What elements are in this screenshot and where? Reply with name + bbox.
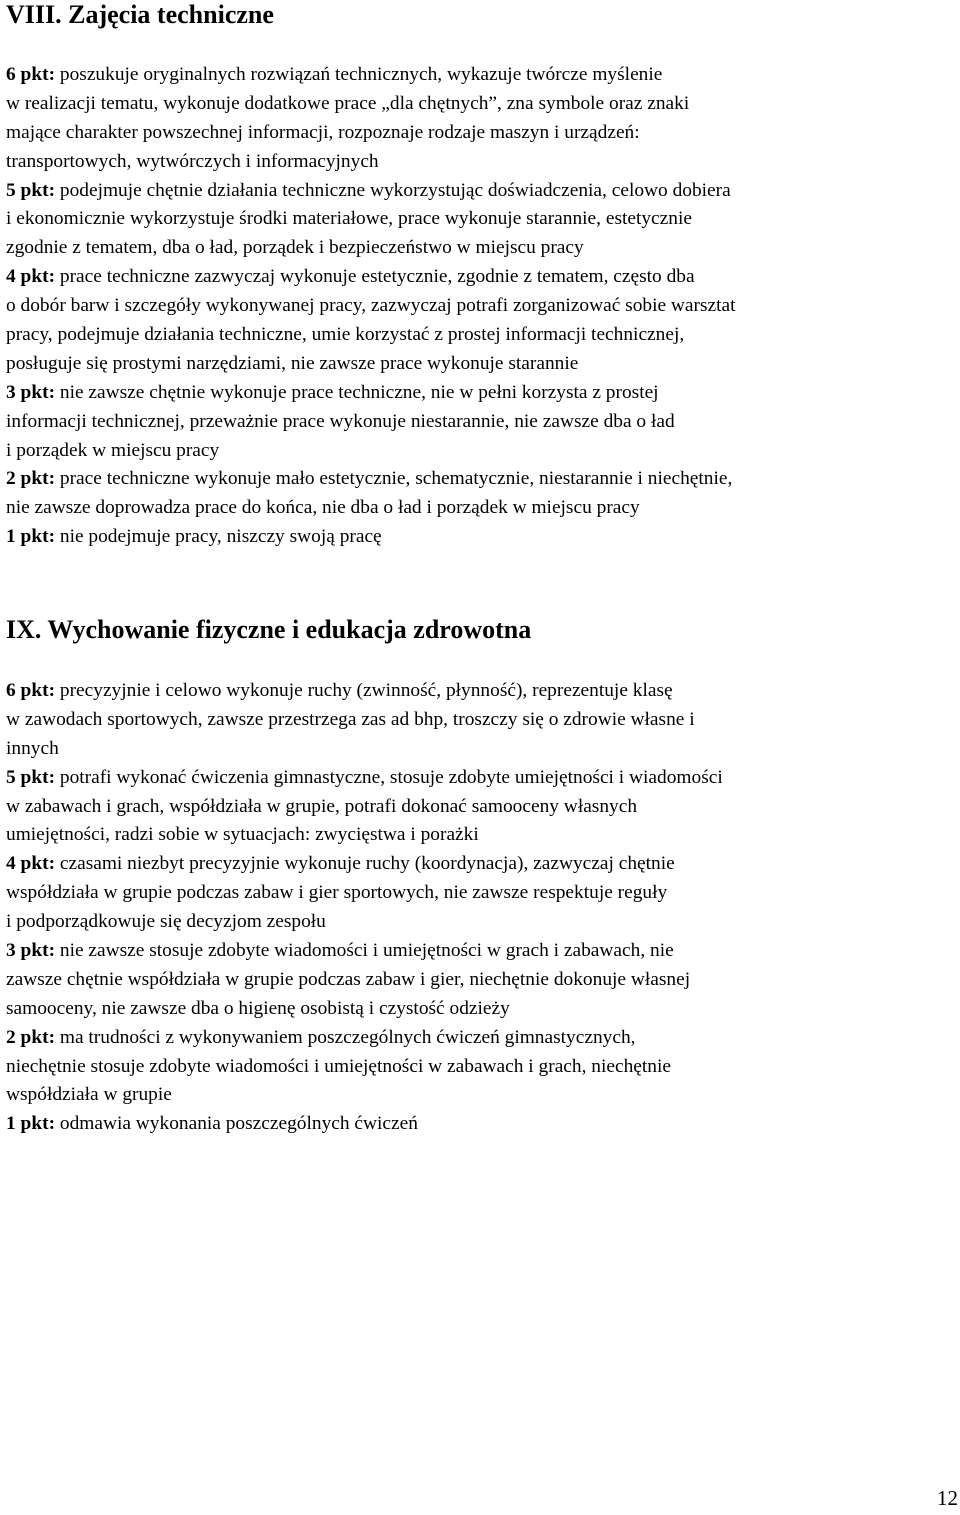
criterion-continuation-line (6, 1053, 723, 1082)
grade-points-label: 6 pkt: (6, 64, 56, 85)
criterion-continuation-line (6, 908, 723, 937)
criterion-text: współdziała w grupie podczas zabaw i gier sportowych, nie zawsze respektuje reguły (6, 882, 668, 904)
criterion-continuation-line (6, 234, 736, 263)
criterion-text: zgodnie z tematem, dba o ład, porządek i bezpieczeństwo w miejscu pracy (6, 237, 584, 259)
criterion-text: w realizacji tematu, wykonuje dodatkowe prace „dla chętnych”, zna symbole oraz znaki (6, 92, 690, 114)
criterion-text: w zabawach i grach, współdziała w grupie, potrafi dokonać samooceny własnych (6, 795, 638, 817)
criterion-text: nie podejmuje pracy, niszczy swoją pracę (55, 526, 382, 548)
grade-criterion-line (6, 764, 723, 793)
criterion-continuation-line (6, 321, 736, 350)
criterion-text: o dobór barw i szczegóły wykonywanej pracy, zazwyczaj potrafi zorganizować sobie warsztat (6, 295, 736, 317)
criterion-continuation-line (6, 148, 736, 177)
criterion-text: i ekonomicznie wykorzystuje środki materiałowe, prace wykonuje starannie, estetycznie (6, 208, 692, 230)
criterion-text: niechętnie stosuje zdobyte wiadomości i umiejętności w zabawach i grach, niechętnie (6, 1055, 671, 1077)
criterion-text: umiejętności, radzi sobie w sytuacjach: zwycięstwa i porażki (6, 824, 479, 846)
criterion-text: informacji technicznej, przeważnie prace wykonuje niestarannie, nie zawsze dba o ład (6, 410, 675, 432)
criterion-text: prace techniczne wykonuje mało estetycznie, schematycznie, niestarannie i niechętnie, (55, 468, 733, 490)
criterion-text: nie zawsze stosuje zdobyte wiadomości i umiejętności w grach i zabawach, nie (55, 940, 674, 962)
grade-points-label: 4 pkt: (6, 853, 56, 875)
grade-criterion-line (6, 850, 723, 879)
grade-criterion-line (6, 61, 736, 90)
criterion-continuation-line (6, 408, 736, 437)
criterion-text: nie zawsze chętnie wykonuje prace techniczne, nie w pełni korzysta z prostej (55, 381, 659, 403)
grade-criterion-line (6, 465, 736, 494)
criterion-continuation-line (6, 735, 723, 764)
grade-points-label: 2 pkt: (6, 468, 56, 490)
grade-points-label: 6 pkt: (6, 680, 56, 701)
grade-points-label: 1 pkt: (6, 526, 56, 548)
criterion-text: pracy, podejmuje działania techniczne, umie korzystać z prostej informacji technicznej, (6, 324, 685, 346)
grade-points-label: 5 pkt: (6, 766, 56, 788)
criterion-text: precyzyjnie i celowo wykonuje ruchy (zwinność, płynność), reprezentuje klasę (55, 680, 673, 701)
section-heading-wychowanie-fizyczne: IX. Wychowanie fizyczne i edukacja zdrowotna (6, 615, 532, 644)
criterion-text: posługuje się prostymi narzędziami, nie zawsze prace wykonuje starannie (6, 352, 579, 374)
criterion-text: podejmuje chętnie działania techniczne wykorzystując doświadczenia, celowo dobiera (55, 179, 731, 201)
section-body-wychowanie-fizyczne (6, 677, 723, 1139)
criterion-continuation-line (6, 793, 723, 822)
criterion-continuation-line (6, 119, 736, 148)
page-number: 12 (937, 1486, 958, 1510)
criterion-continuation-line (6, 995, 723, 1024)
grade-criterion-line (6, 1024, 723, 1053)
criterion-text: ma trudności z wykonywaniem poszczególnych ćwiczeń gimnastycznych, (55, 1026, 636, 1048)
grade-criterion-line (6, 379, 736, 408)
grade-points-label: 3 pkt: (6, 940, 56, 962)
criterion-continuation-line (6, 90, 736, 119)
criterion-text: mające charakter powszechnej informacji, rozpoznaje rodzaje maszyn i urządzeń: (6, 121, 640, 143)
criterion-text: samooceny, nie zawsze dba o higienę osobistą i czystość odzieży (6, 997, 510, 1019)
criterion-text: potrafi wykonać ćwiczenia gimnastyczne, stosuje zdobyte umiejętności i wiadomości (55, 766, 723, 788)
criterion-continuation-line (6, 205, 736, 234)
criterion-text: innych (6, 737, 59, 759)
section-body-zajecia-techniczne (6, 61, 736, 552)
criterion-text: transportowych, wytwórczych i informacyjnych (6, 150, 379, 172)
criterion-text: prace techniczne zazwyczaj wykonuje estetycznie, zgodnie z tematem, często dba (55, 266, 695, 288)
grade-criterion-line (6, 937, 723, 966)
criterion-text: odmawia wykonania poszczególnych ćwiczeń (55, 1113, 418, 1135)
criterion-text: poszukuje oryginalnych rozwiązań technicznych, wykazuje twórcze myślenie (55, 64, 663, 85)
criterion-text: zawsze chętnie współdziała w grupie podczas zabaw i gier, niechętnie dokonuje własnej (6, 968, 691, 990)
grade-points-label: 5 pkt: (6, 179, 56, 201)
criterion-text: czasami niezbyt precyzyjnie wykonuje ruchy (koordynacja), zazwyczaj chętnie (55, 853, 675, 875)
criterion-continuation-line (6, 879, 723, 908)
criterion-continuation-line (6, 821, 723, 850)
criterion-text: nie zawsze doprowadza prace do końca, nie dba o ład i porządek w miejscu pracy (6, 497, 640, 519)
grade-points-label: 4 pkt: (6, 266, 56, 288)
criterion-text: w zawodach sportowych, zawsze przestrzega zas ad bhp, troszczy się o zdrowie własne i (6, 708, 695, 730)
criterion-text: i podporządkowuje się decyzjom zespołu (6, 911, 326, 933)
grade-criterion-line (6, 523, 736, 552)
grade-points-label: 2 pkt: (6, 1026, 56, 1048)
criterion-continuation-line (6, 437, 736, 466)
criterion-continuation-line (6, 1081, 723, 1110)
grade-criterion-line (6, 1110, 723, 1139)
grade-criterion-line (6, 177, 736, 206)
criterion-continuation-line (6, 494, 736, 523)
criterion-continuation-line (6, 706, 723, 735)
criterion-text: współdziała w grupie (6, 1084, 172, 1106)
grade-points-label: 1 pkt: (6, 1113, 56, 1135)
grade-criterion-line (6, 263, 736, 292)
criterion-continuation-line (6, 292, 736, 321)
grade-points-label: 3 pkt: (6, 381, 56, 403)
section-heading-zajecia-techniczne: VIII. Zajęcia techniczne (6, 0, 274, 29)
grade-criterion-line (6, 677, 723, 706)
criterion-text: i porządek w miejscu pracy (6, 439, 220, 461)
criterion-continuation-line (6, 966, 723, 995)
criterion-continuation-line (6, 350, 736, 379)
